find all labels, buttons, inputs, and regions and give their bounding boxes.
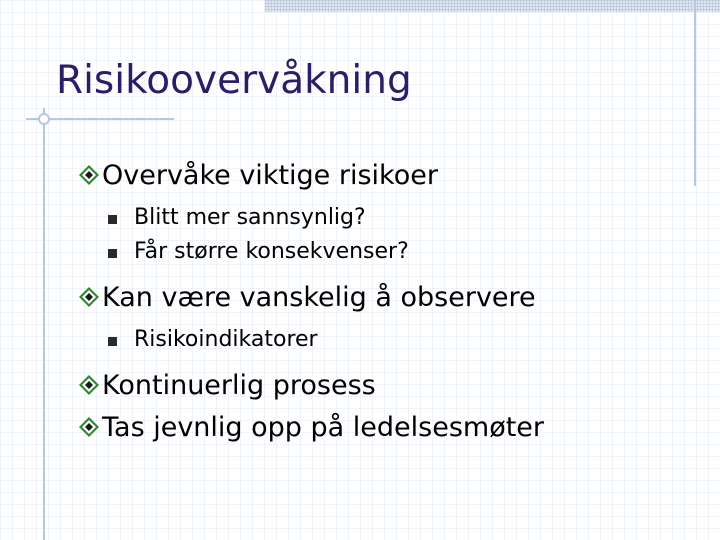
square-bullet-icon (108, 215, 117, 224)
sub-bullet-text: Blitt mer sannsynlig? (134, 204, 366, 230)
bullet-text: Tas jevnlig opp på ledelsesmøter (102, 411, 545, 443)
sub-bullet-list (76, 322, 696, 356)
diamond-bullet-icon (76, 414, 102, 440)
sub-bullet-list (76, 200, 696, 268)
sub-bullet-text: Risikoindikatorer (134, 326, 318, 352)
diamond-bullet-icon (76, 162, 102, 188)
sub-bullet-text: Får større konsekvenser? (134, 238, 409, 264)
sub-bullet-item (76, 322, 696, 356)
bullet-text: Kan være vanskelig å observere (102, 281, 536, 313)
bullet-item (76, 406, 696, 448)
sub-bullet-item (76, 200, 696, 234)
bullet-item (76, 364, 696, 406)
left-vertical-rule (43, 108, 45, 540)
bullet-item (76, 154, 696, 196)
sub-bullet-item (76, 234, 696, 268)
bullet-text: Overvåke viktige risikoer (102, 159, 438, 191)
top-decorative-band (265, 0, 720, 12)
slide-body (76, 154, 696, 448)
bullet-item (76, 276, 696, 318)
diamond-bullet-icon (76, 284, 102, 310)
bullet-text: Kontinuerlig prosess (102, 369, 376, 401)
square-bullet-icon (108, 337, 117, 346)
square-bullet-icon (108, 249, 117, 258)
slide-title: Risikoovervåkning (56, 58, 412, 103)
crosshair-icon (38, 113, 50, 125)
diamond-bullet-icon (76, 372, 102, 398)
